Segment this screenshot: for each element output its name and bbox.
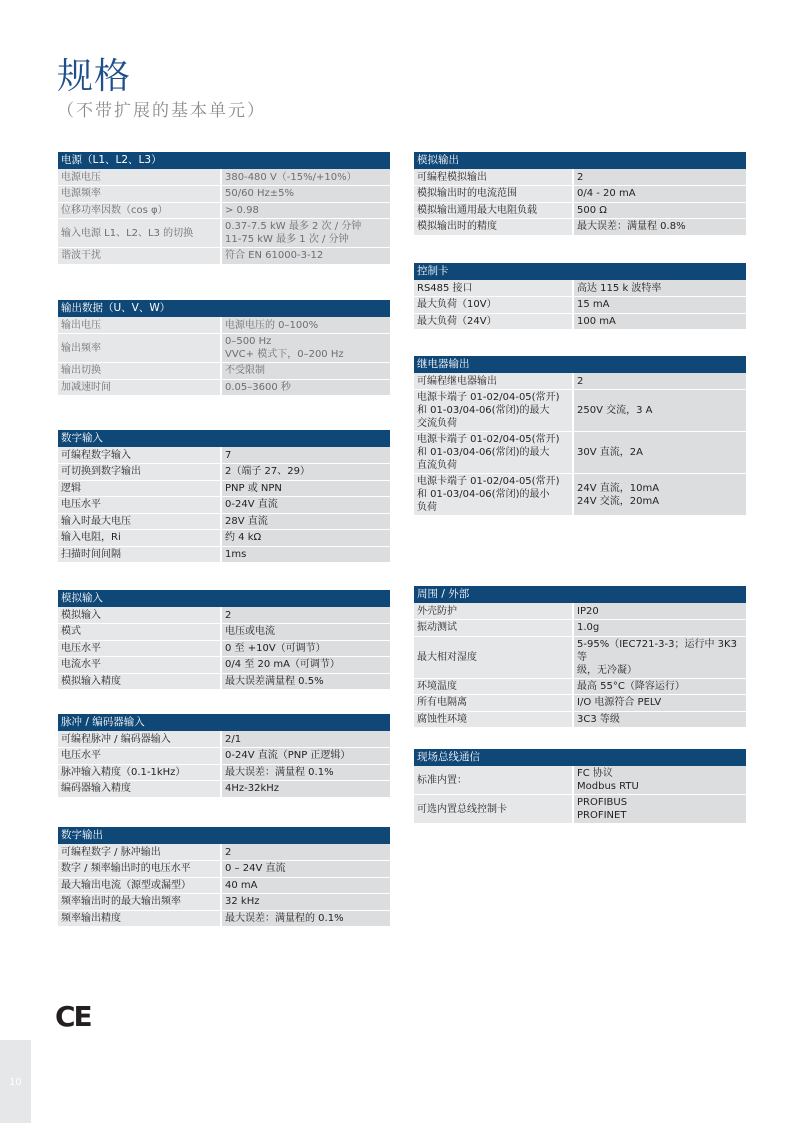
spec-table-analog-input [58, 590, 390, 690]
spec-label: 输出电压 [58, 317, 221, 334]
spec-label: 频率输出时的最大输出频率 [58, 894, 221, 911]
table-row [414, 169, 746, 186]
table-row [58, 464, 390, 481]
spec-label: 电压水平 [58, 640, 221, 657]
spec-table-analog-output [414, 152, 746, 236]
table-row [414, 678, 746, 695]
table-row [58, 781, 390, 798]
table-row [58, 607, 390, 624]
page-number-tab [0, 1040, 31, 1123]
spec-label: 模拟输入 [58, 607, 221, 624]
spec-label: 编码器输入精度 [58, 781, 221, 798]
spec-value: 不受限制 [221, 363, 390, 380]
spec-value: 30V 直流，2A [573, 432, 746, 474]
section-header: 模拟输入 [58, 590, 390, 607]
spec-label: 数字 / 频率输出时的电压水平 [58, 861, 221, 878]
table-row [414, 766, 746, 795]
section-header: 模拟输出 [414, 152, 746, 169]
spec-value: 28V 直流 [221, 513, 390, 530]
section-header: 输出数据（U、V、W） [58, 300, 390, 317]
spec-label: 输出频率 [58, 334, 221, 363]
spec-label: 模拟输入精度 [58, 673, 221, 690]
table-row [414, 202, 746, 219]
spec-value: 高达 115 k 波特率 [573, 280, 746, 297]
spec-label: 可编程继电器输出 [414, 373, 573, 390]
spec-label: RS485 接口 [414, 280, 573, 297]
spec-label: 电源卡端子 01-02/04-05(常开) 和 01-03/04-06(常闭)的最大 交流负荷 [414, 390, 573, 432]
spec-value: 0-24V 直流 [221, 497, 390, 514]
table-row [414, 297, 746, 314]
spec-value: 电源电压的 0–100% [221, 317, 390, 334]
spec-value: 2 [221, 844, 390, 861]
table-row [58, 748, 390, 765]
table-row [414, 390, 746, 432]
spec-value: 符合 EN 61000-3-12 [221, 248, 390, 265]
spec-value: 5-95%（IEC721-3-3；运行中 3K3 等 级，无冷凝） [573, 636, 746, 678]
spec-value: 500 Ω [573, 202, 746, 219]
table-row [58, 248, 390, 265]
spec-value: 0/4 至 20 mA（可调节） [221, 657, 390, 674]
spec-value: 380-480 V（-15%/+10%） [221, 169, 390, 186]
spec-value: 0.37-7.5 kW 最多 2 次 / 分钟 11-75 kW 最多 1 次 / 分钟 [221, 219, 390, 248]
spec-value: 0-24V 直流（PNP 正逻辑） [221, 748, 390, 765]
spec-label: 模式 [58, 624, 221, 641]
table-row [58, 731, 390, 748]
table-row [58, 334, 390, 363]
spec-value: 最大误差：满量程 0.1% [221, 764, 390, 781]
spec-table-environment [414, 586, 746, 728]
section-header: 周围 / 外部 [414, 586, 746, 603]
spec-label: 脉冲输入精度（0.1-1kHz） [58, 764, 221, 781]
spec-value: 4Hz-32kHz [221, 781, 390, 798]
table-row [58, 910, 390, 927]
spec-table-digital-output [58, 827, 390, 927]
spec-value: 2 [573, 169, 746, 186]
spec-label: 所有电隔离 [414, 695, 573, 712]
spec-label: 模拟输出通用最大电阻负载 [414, 202, 573, 219]
spec-value: 3C3 等级 [573, 711, 746, 728]
spec-value: PROFIBUS PROFINET [573, 795, 746, 824]
spec-value: PNP 或 NPN [221, 480, 390, 497]
spec-table-relay-output [414, 356, 746, 516]
spec-label: 可切换到数字输出 [58, 464, 221, 481]
spec-label: 逻辑 [58, 480, 221, 497]
spec-label: 腐蚀性环境 [414, 711, 573, 728]
spec-label: 电压水平 [58, 748, 221, 765]
table-row [58, 480, 390, 497]
spec-value: 最高 55°C（降容运行） [573, 678, 746, 695]
spec-label: 外壳防护 [414, 603, 573, 620]
spec-label: 可编程模拟输出 [414, 169, 573, 186]
table-row [58, 844, 390, 861]
spec-value: IP20 [573, 603, 746, 620]
spec-label: 振动测试 [414, 620, 573, 637]
table-row [58, 447, 390, 464]
spec-table-power-supply [58, 152, 390, 265]
spec-table-pulse-encoder-input [58, 714, 390, 798]
spec-value: 2（端子 27、29） [221, 464, 390, 481]
page-number: 10 [9, 1077, 22, 1088]
spec-table-output-data [58, 300, 390, 396]
section-header: 控制卡 [414, 263, 746, 280]
table-row [58, 317, 390, 334]
spec-label: 最大负荷（24V） [414, 313, 573, 330]
spec-value: 250V 交流，3 A [573, 390, 746, 432]
spec-value: 电压或电流 [221, 624, 390, 641]
section-header: 数字输入 [58, 430, 390, 447]
table-row [414, 711, 746, 728]
spec-value: 最大误差：满量程的 0.1% [221, 910, 390, 927]
table-row [58, 186, 390, 203]
table-row [58, 657, 390, 674]
table-row [58, 513, 390, 530]
spec-label: 电源卡端子 01-02/04-05(常开) 和 01-03/04-06(常闭)的最小 负荷 [414, 474, 573, 516]
spec-value: 24V 直流，10mA 24V 交流，20mA [573, 474, 746, 516]
page-subtitle: （不带扩展的基本单元） [57, 101, 266, 121]
table-row [58, 497, 390, 514]
spec-value: 约 4 kΩ [221, 530, 390, 547]
spec-label: 模拟输出时的精度 [414, 219, 573, 236]
spec-label: 标准内置： [414, 766, 573, 795]
spec-value: 2/1 [221, 731, 390, 748]
table-row [58, 877, 390, 894]
spec-value: > 0.98 [221, 202, 390, 219]
table-row [58, 640, 390, 657]
table-row [414, 474, 746, 516]
table-row [58, 202, 390, 219]
table-row [414, 313, 746, 330]
table-row [414, 280, 746, 297]
spec-table-digital-input [58, 430, 390, 563]
table-row [58, 624, 390, 641]
section-header: 现场总线通信 [414, 749, 746, 766]
spec-value: I/O 电源符合 PELV [573, 695, 746, 712]
table-row [58, 530, 390, 547]
spec-value: 2 [573, 373, 746, 390]
spec-value: 7 [221, 447, 390, 464]
spec-label: 电源卡端子 01-02/04-05(常开) 和 01-03/04-06(常闭)的最大 直流负荷 [414, 432, 573, 474]
spec-label: 模拟输出时的电流范围 [414, 186, 573, 203]
spec-label: 输入时最大电压 [58, 513, 221, 530]
spec-label: 电压水平 [58, 497, 221, 514]
section-header: 脉冲 / 编码器输入 [58, 714, 390, 731]
table-row [414, 795, 746, 824]
spec-value: 50/60 Hz±5% [221, 186, 390, 203]
table-row [58, 764, 390, 781]
spec-label: 可选内置总线控制卡 [414, 795, 573, 824]
table-row [58, 861, 390, 878]
spec-value: 40 mA [221, 877, 390, 894]
table-row [414, 373, 746, 390]
section-header: 数字输出 [58, 827, 390, 844]
table-row [414, 636, 746, 678]
table-row [414, 603, 746, 620]
table-row [58, 379, 390, 396]
table-row [58, 546, 390, 563]
spec-value: 0 至 +10V（可调节） [221, 640, 390, 657]
spec-label: 电源电压 [58, 169, 221, 186]
spec-label: 环境温度 [414, 678, 573, 695]
spec-value: 2 [221, 607, 390, 624]
spec-label: 最大负荷（10V） [414, 297, 573, 314]
spec-label: 加减速时间 [58, 379, 221, 396]
table-row [58, 363, 390, 380]
spec-value: 0 – 24V 直流 [221, 861, 390, 878]
spec-label: 频率输出精度 [58, 910, 221, 927]
table-row [414, 432, 746, 474]
spec-value: 32 kHz [221, 894, 390, 911]
spec-label: 可编程数字 / 脉冲输出 [58, 844, 221, 861]
table-row [58, 894, 390, 911]
spec-label: 位移功率因数（cos φ） [58, 202, 221, 219]
spec-label: 最大输出电流（源型或漏型） [58, 877, 221, 894]
table-row [58, 219, 390, 248]
spec-label: 输出切换 [58, 363, 221, 380]
section-header: 继电器输出 [414, 356, 746, 373]
spec-label: 可编程数字输入 [58, 447, 221, 464]
table-row [414, 186, 746, 203]
spec-label: 电流水平 [58, 657, 221, 674]
table-row [414, 219, 746, 236]
spec-value: 0/4 - 20 mA [573, 186, 746, 203]
table-row [58, 169, 390, 186]
spec-label: 输入电源 L1、L2、L3 的切换 [58, 219, 221, 248]
spec-table-control-card [414, 263, 746, 330]
spec-label: 谐波干扰 [58, 248, 221, 265]
spec-label: 最大相对湿度 [414, 636, 573, 678]
page-title: 规格 [57, 56, 132, 97]
spec-value: 1ms [221, 546, 390, 563]
spec-value: 最大误差：满量程 0.8% [573, 219, 746, 236]
spec-value: 0–500 Hz VVC+ 模式下，0–200 Hz [221, 334, 390, 363]
spec-value: 100 mA [573, 313, 746, 330]
spec-value: 最大误差满量程 0.5% [221, 673, 390, 690]
spec-value: 0.05–3600 秒 [221, 379, 390, 396]
spec-value: FC 协议 Modbus RTU [573, 766, 746, 795]
spec-label: 输入电阻，Ri [58, 530, 221, 547]
spec-value: 15 mA [573, 297, 746, 314]
spec-label: 可编程脉冲 / 编码器输入 [58, 731, 221, 748]
spec-label: 电源频率 [58, 186, 221, 203]
spec-value: 1.0g [573, 620, 746, 637]
section-header: 电源（L1、L2、L3） [58, 152, 390, 169]
spec-label: 扫描时间间隔 [58, 546, 221, 563]
ce-mark-logo: CE [55, 1000, 91, 1033]
table-row [414, 695, 746, 712]
spec-table-fieldbus [414, 749, 746, 824]
table-row [58, 673, 390, 690]
table-row [414, 620, 746, 637]
